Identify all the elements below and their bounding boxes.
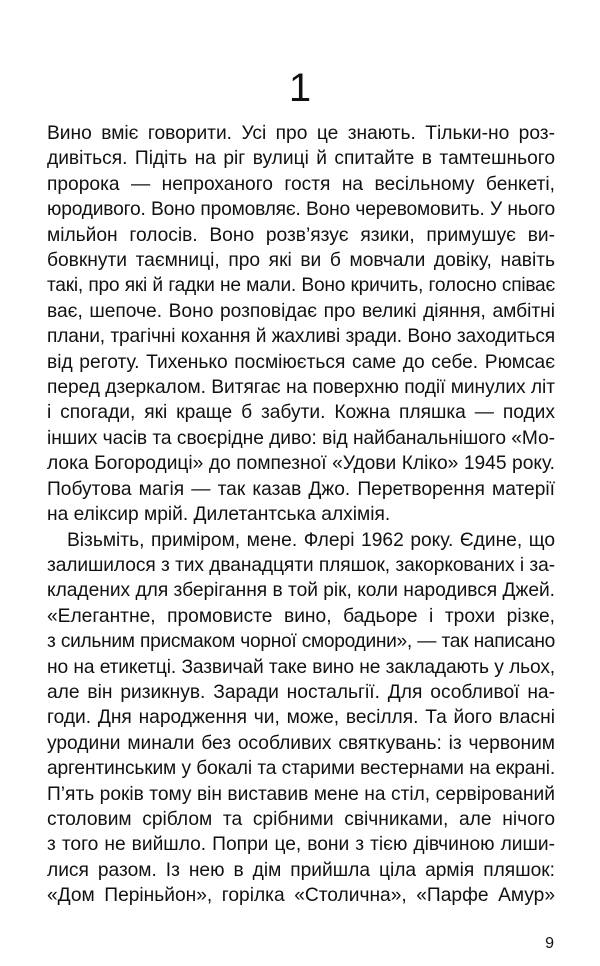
paragraph-1 bbox=[47, 121, 555, 528]
text-line: юродивого. Воно промовляє. Воно черевомовить. У нього bbox=[47, 199, 555, 221]
text-line: пророка — непроханого гостя на весільному бенкеті, bbox=[47, 173, 555, 195]
text-line: такі, про які й гадки не мали. Воно кричить, голосно співає bbox=[47, 275, 555, 297]
text-line: Вино вміє говорити. Усі про це знають. Тільки-но роз- bbox=[47, 123, 555, 144]
text-line: столовим сріблом та срібними свічниками, але нічого bbox=[47, 808, 555, 830]
text-line: Візьміть, приміром, мене. Флері 1962 року. Єдине, що bbox=[67, 529, 555, 551]
text-line: перед дзеркалом. Витягає на поверхню події минулих літ bbox=[47, 377, 555, 399]
text-line: інших часів та своєрідне диво: від найбанальнішого «Мо- bbox=[47, 427, 555, 449]
text-line: уродини минали без особливих святкувань: із червоним bbox=[47, 732, 555, 754]
text-line: но на етикетці. Зазвичай таке вино не закладають у льох, bbox=[47, 656, 555, 678]
text-line: кладених для зберігання в той рік, коли народився Джей. bbox=[47, 580, 555, 602]
chapter-number: 1 bbox=[288, 66, 312, 110]
text-line: годи. Дня народження чи, може, весілля. Та його власні bbox=[47, 707, 555, 729]
text-line: Побутова магія — так казав Джо. Перетворення матерії bbox=[47, 478, 555, 500]
text-line: від реготу. Тихенько посміюється саме до себе. Рюмсає bbox=[47, 351, 555, 373]
text-line: і спогади, які краще б забути. Кожна пляшка — подих bbox=[47, 402, 555, 424]
text-line: плани, трагічні кохання й жахливі зради. Воно заходиться bbox=[47, 326, 555, 348]
text-line: лися разом. Із нею в дім прийшла ціла армія пляшок: bbox=[47, 859, 555, 881]
paragraph-2 bbox=[47, 528, 555, 909]
text-line: але він ризикнув. Заради ностальгії. Для особливої на- bbox=[47, 681, 555, 703]
text-line: П’ять років тому він виставив мене на стіл, сервірований bbox=[47, 783, 555, 805]
text-line: з того не вийшло. Попри це, вони з тією дівчиною лиши- bbox=[47, 834, 555, 856]
text-line: дивіться. Підіть на ріг вулиці й спитайте в тамтешнього bbox=[47, 148, 555, 170]
text-line: мільйон голосів. Воно розв’язує язики, примушує ви- bbox=[47, 224, 555, 246]
text-line: лока Богородиці» до помпезної «Удови Кліко» 1945 року. bbox=[47, 453, 555, 475]
text-line: «Елегантне, промовисте вино, бадьоре і трохи різке, bbox=[47, 605, 555, 627]
text-line: з сильним присмаком чорної смородини», — так написано bbox=[47, 631, 555, 653]
text-line: на еліксир мрій. Дилетантська алхімія. bbox=[47, 504, 391, 526]
text-line: ває, шепоче. Воно розповідає про великі діяння, амбітні bbox=[47, 300, 555, 322]
text-line: бовкнути таємниці, про які ви б мовчали довіку, навіть bbox=[47, 250, 555, 272]
page-number: 9 bbox=[545, 935, 554, 952]
text-line: залишилося з тих дванадцяти пляшок, закоркованих і за- bbox=[47, 554, 555, 576]
text-line: аргентинським у бокалі та старими вестернами на екрані. bbox=[47, 758, 555, 780]
chapter-body bbox=[47, 121, 555, 909]
text-line: «Дом Періньйон», горілка «Столична», «Парфе Амур» bbox=[47, 885, 555, 907]
